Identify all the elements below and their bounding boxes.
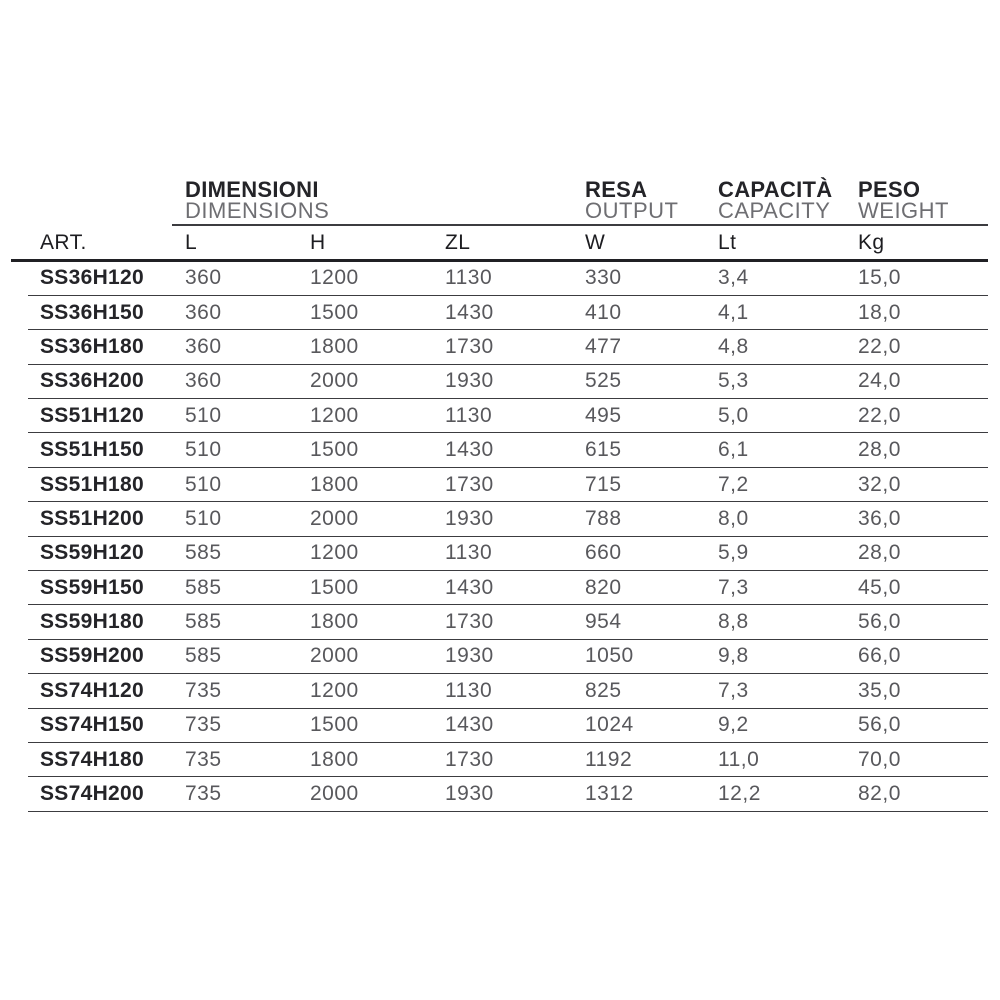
cell-zl: 1130 [445,266,493,290]
cell-zl: 1130 [445,678,493,702]
cell-lt: 5,0 [718,403,749,427]
table-row [28,571,988,605]
cell-kg: 82,0 [858,782,901,806]
cell-l: 510 [185,506,222,530]
column-header-row [28,226,988,259]
cell-zl: 1930 [445,369,494,393]
cell-h: 1800 [310,747,359,771]
cell-l: 360 [185,266,222,290]
cell-l: 585 [185,644,222,668]
cell-w: 410 [585,300,622,324]
cell-w: 1312 [585,782,634,806]
cell-w: 954 [585,610,622,634]
cell-w: 660 [585,541,622,565]
cell-l: 585 [185,575,222,599]
cell-zl: 1130 [445,403,493,427]
cell-lt: 6,1 [718,438,749,462]
cell-lt: 4,1 [718,300,749,324]
cell-zl: 1930 [445,644,494,668]
cell-lt: 11,0 [718,747,760,771]
cell-art: SS59H200 [40,644,144,668]
cell-zl: 1730 [445,334,494,358]
cell-art: SS36H120 [40,266,144,290]
cell-kg: 66,0 [858,644,901,668]
cell-lt: 3,4 [718,266,749,290]
cell-zl: 1430 [445,575,494,599]
column-header-zl: ZL [445,230,471,254]
cell-h: 1800 [310,610,359,634]
cell-kg: 28,0 [858,438,901,462]
group-header-dimensions-en: DIMENSIONS [185,198,330,223]
column-header-h: H [310,230,326,254]
cell-kg: 28,0 [858,541,901,565]
cell-art: SS51H120 [40,403,144,427]
cell-lt: 5,3 [718,369,749,393]
cell-w: 330 [585,266,622,290]
table-row [28,777,988,811]
cell-zl: 1430 [445,300,494,324]
cell-w: 1024 [585,713,634,737]
cell-l: 735 [185,747,222,771]
column-header-kg: Kg [858,230,885,254]
cell-h: 1200 [310,266,359,290]
group-header-weight-en: WEIGHT [858,198,949,223]
cell-zl: 1730 [445,610,494,634]
cell-kg: 70,0 [858,747,901,771]
cell-art: SS59H120 [40,541,144,565]
cell-zl: 1130 [445,541,493,565]
cell-w: 1192 [585,747,633,771]
column-header-lt: Lt [718,230,737,254]
cell-kg: 22,0 [858,403,901,427]
cell-h: 1200 [310,541,359,565]
table-row [28,502,988,536]
cell-zl: 1430 [445,438,494,462]
group-header-row [28,179,988,221]
cell-l: 510 [185,472,222,496]
cell-art: SS36H200 [40,369,144,393]
cell-zl: 1730 [445,747,494,771]
table-row [28,330,988,364]
cell-lt: 5,9 [718,541,749,565]
cell-l: 360 [185,369,222,393]
group-header-capacity-en: CAPACITY [718,198,831,223]
cell-kg: 36,0 [858,506,901,530]
cell-art: SS51H200 [40,506,144,530]
cell-h: 2000 [310,506,359,530]
group-header-weight-it: PESO [858,177,921,202]
table-row [28,365,988,399]
cell-w: 477 [585,334,622,358]
cell-art: SS59H150 [40,575,144,599]
cell-art: SS36H180 [40,334,144,358]
product-spec-table [28,179,988,812]
cell-art: SS74H180 [40,747,144,771]
group-header-capacity [718,179,858,221]
cell-w: 715 [585,472,622,496]
cell-zl: 1930 [445,782,494,806]
cell-l: 735 [185,782,222,806]
cell-w: 788 [585,506,622,530]
cell-h: 1200 [310,678,359,702]
cell-kg: 56,0 [858,713,901,737]
cell-l: 735 [185,713,222,737]
cell-h: 1500 [310,575,359,599]
cell-w: 615 [585,438,622,462]
cell-l: 585 [185,610,222,634]
cell-lt: 7,3 [718,575,749,599]
table-row [28,537,988,571]
table-row [28,674,988,708]
cell-h: 2000 [310,644,359,668]
cell-h: 1500 [310,300,359,324]
cell-lt: 9,2 [718,713,749,737]
table-row [28,640,988,674]
cell-w: 820 [585,575,622,599]
cell-l: 585 [185,541,222,565]
column-header-w: W [585,230,606,254]
cell-zl: 1730 [445,472,494,496]
column-header-l: L [185,230,198,254]
cell-art: SS74H150 [40,713,144,737]
cell-art: SS36H150 [40,300,144,324]
cell-lt: 7,3 [718,678,749,702]
cell-l: 360 [185,334,222,358]
cell-kg: 45,0 [858,575,901,599]
group-header-capacity-it: CAPACITÀ [718,177,833,202]
cell-art: SS74H120 [40,678,144,702]
cell-w: 525 [585,369,622,393]
cell-art: SS59H180 [40,610,144,634]
cell-l: 735 [185,678,222,702]
cell-kg: 22,0 [858,334,901,358]
cell-kg: 18,0 [858,300,901,324]
group-header-output [585,179,718,221]
cell-l: 360 [185,300,222,324]
cell-lt: 4,8 [718,334,749,358]
cell-kg: 32,0 [858,472,901,496]
cell-lt: 8,8 [718,610,749,634]
cell-h: 2000 [310,782,359,806]
column-header-art: ART. [40,230,87,254]
table-row [28,399,988,433]
cell-zl: 1930 [445,506,494,530]
group-header-dimensions [185,179,585,221]
table-row [28,743,988,777]
cell-h: 1800 [310,472,359,496]
table-row [28,605,988,639]
cell-art: SS51H180 [40,472,144,496]
group-header-weight [858,179,988,221]
table-row [28,709,988,743]
cell-l: 510 [185,403,222,427]
cell-lt: 8,0 [718,506,749,530]
cell-art: SS74H200 [40,782,144,806]
cell-lt: 12,2 [718,782,761,806]
cell-h: 2000 [310,369,359,393]
table-body [28,262,988,812]
cell-zl: 1430 [445,713,494,737]
cell-lt: 9,8 [718,644,749,668]
table-row [28,296,988,330]
table-row [28,433,988,467]
cell-w: 825 [585,678,622,702]
cell-h: 1800 [310,334,359,358]
cell-l: 510 [185,438,222,462]
cell-kg: 56,0 [858,610,901,634]
cell-kg: 24,0 [858,369,901,393]
cell-kg: 15,0 [858,266,901,290]
group-header-dimensions-it: DIMENSIONI [185,177,319,202]
cell-h: 1200 [310,403,359,427]
cell-h: 1500 [310,438,359,462]
cell-art: SS51H150 [40,438,144,462]
group-header-output-en: OUTPUT [585,198,679,223]
group-header-output-it: RESA [585,177,648,202]
cell-lt: 7,2 [718,472,749,496]
table-row [28,468,988,502]
table-row [28,262,988,296]
cell-w: 1050 [585,644,634,668]
cell-w: 495 [585,403,622,427]
cell-kg: 35,0 [858,678,901,702]
cell-h: 1500 [310,713,359,737]
